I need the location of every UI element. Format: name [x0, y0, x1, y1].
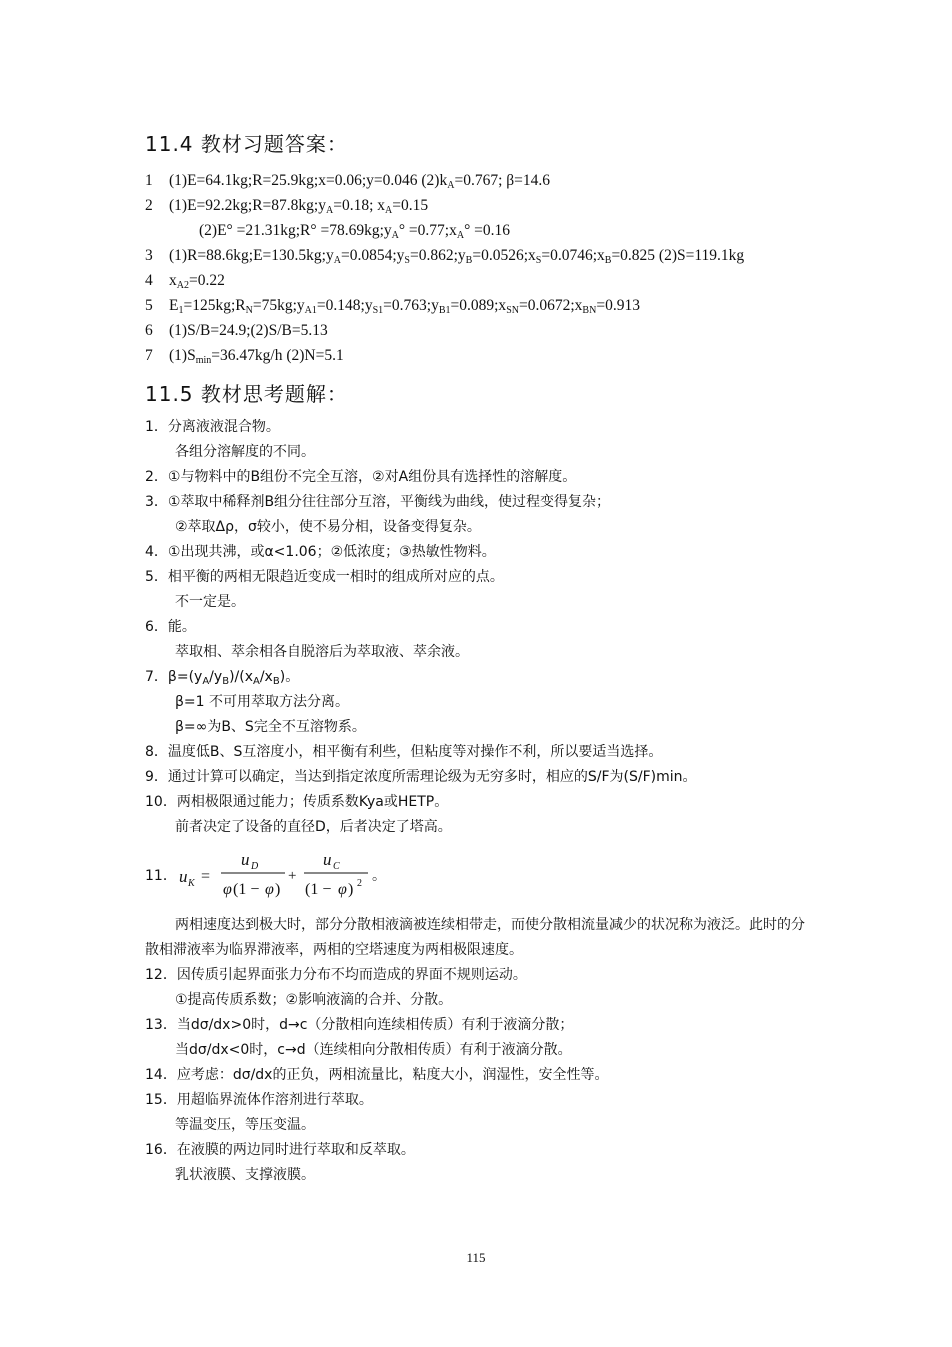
svg-text:φ: φ — [223, 881, 232, 898]
answer-line: 当dσ/dx<0时，c→d（连续相向分散相传质）有利于液滴分散。 — [175, 1042, 572, 1058]
answer-line: 13．当dσ/dx>0时，d→c（分散相向连续相传质）有利于液滴分散； — [145, 1017, 574, 1033]
answer-line: 15．用超临界流体作溶剂进行萃取。 — [145, 1092, 373, 1108]
answer-row — [145, 343, 744, 368]
answer-line: 4．①出现共沸，或α<1.06；②低浓度；③热敏性物料。 — [145, 544, 496, 560]
flooding-paragraph: 两相速度达到极大时，部分分散相液滴被连续相带走，而使分散相流量减少的状况称为液泛。此时的分散相滞液率为临界滞液率，两相的空塔速度为两相极限速度。 — [145, 917, 805, 958]
svg-text:φ: φ — [265, 881, 274, 898]
svg-text:D: D — [251, 861, 259, 872]
section-11-4-title: 11.4 教材习题答案： — [145, 132, 348, 156]
answer-line: ②萃取Δρ，σ较小，使不易分相，设备变得复杂。 — [175, 519, 481, 535]
answer-text: $(1)R=88.6kg;E=130.5kg;y_A=0.0854;y_S=0.862;y_B=0.0526;x_S=0.0746;x_B=0.825$ (2)S=119.1kg — [169, 247, 745, 266]
answer-row — [145, 293, 744, 318]
answer-line: 9．通过计算可以确定，当达到指定浓度所需理论级为无穷多时，相应的S/F为(S/F)min。 — [145, 769, 697, 785]
svg-text:2: 2 — [357, 878, 362, 889]
svg-text:): ) — [275, 881, 281, 898]
answer-line: 不一定是。 — [175, 594, 245, 610]
svg-text:(1 −: (1 − — [233, 881, 260, 898]
svg-text:u: u — [241, 850, 250, 869]
answer-text: (1)E=64.1kg;R=25.9kg;x=0.06;y=0.046 $(2)k_A=0.767$; β=14.6 — [169, 172, 551, 191]
answer-list — [145, 168, 744, 368]
svg-text:C: C — [333, 861, 340, 872]
answer-row — [145, 168, 744, 193]
flooding-velocity-equation — [175, 848, 535, 902]
answer-row — [145, 243, 744, 268]
answer-line: 2．①与物料中的B组份不完全互溶，②对A组份具有选择性的溶解度。 — [145, 469, 577, 485]
answer-row — [145, 318, 744, 343]
answer-row — [145, 218, 744, 243]
formula-end: 。 — [372, 868, 386, 884]
answer-line: 12．因传质引起界面张力分布不均而造成的界面不规则运动。 — [145, 967, 527, 983]
answer-number: 7 — [145, 347, 153, 364]
page-number: 115 — [466, 1250, 486, 1265]
section-11-5-title: 11.5 教材思考题解： — [145, 382, 348, 406]
answer-text: $(1)S_{min}=36.47kg/h$ (2)N=5.1 — [169, 347, 344, 366]
answer-number: 6 — [145, 322, 153, 339]
answer-line: 各组分溶解度的不同。 — [175, 444, 315, 460]
answer-line: β=∞为B、S完全不互溶物系。 — [175, 719, 366, 735]
answer-line: 前者决定了设备的直径D，后者决定了塔高。 — [175, 819, 452, 835]
svg-text:u: u — [179, 867, 188, 886]
answer-line: 7．$\beta=(y_A/y_B)/(x_A/x_B)$。 — [145, 669, 300, 687]
answer-line: ①提高传质系数；②影响液滴的合并、分散。 — [175, 992, 453, 1008]
answer-number: 4 — [145, 272, 153, 289]
answer-number: 5 — [145, 297, 153, 314]
answer-line: 10．两相极限通过能力；传质系数Kya或HETP。 — [145, 794, 449, 810]
svg-text:φ: φ — [338, 881, 347, 898]
answer-line: 5．相平衡的两相无限趋近变成一相时的组成所对应的点。 — [145, 569, 504, 585]
svg-text:K: K — [188, 878, 195, 889]
svg-text:u: u — [323, 850, 332, 869]
answer-number: 1 — [145, 172, 153, 189]
answer-text: $(1)E=92.2kg;R=87.8kg;y_A=0.18$; $x_A=0.15$ — [169, 197, 429, 216]
answer-line: 乳状液膜、支撑液膜。 — [175, 1167, 315, 1183]
answer-line: 3．①萃取中稀释剂B组分往往部分互溶，平衡线为曲线，使过程变得复杂； — [145, 494, 611, 510]
answer-number: 2 — [145, 197, 153, 214]
answer-line: 14．应考虑：dσ/dx的正负，两相流量比，粘度大小，润湿性，安全性等。 — [145, 1067, 609, 1083]
answer-text: (1)S/B=24.9;(2)S/B=5.13 — [169, 322, 328, 339]
answer-row — [145, 268, 744, 293]
svg-text:+: + — [288, 868, 297, 884]
answer-text: $E_1=125kg;R_N=75kg;y_{A1}=0.148;y_{S1}=0.763;y_{B1}=0.089;x_{SN}=0.0672;x_{BN}=0.913$ — [169, 297, 640, 316]
answer-line: 6．能。 — [145, 619, 196, 635]
question-list-2 — [145, 963, 608, 1188]
answer-line: 等温变压，等压变温。 — [175, 1117, 315, 1133]
answer-text: $x_{A2}=0.22$ — [169, 272, 225, 291]
svg-text:=: = — [201, 868, 211, 885]
svg-text:): ) — [348, 881, 354, 898]
answer-row — [145, 193, 744, 218]
answer-line: 8．温度低B、S互溶度小，相平衡有利些，但粘度等对操作不利，所以要适当选择。 — [145, 744, 663, 760]
formula-11 — [145, 848, 545, 898]
question-list-1 — [145, 415, 697, 840]
answer-line: β=1 不可用萃取方法分离。 — [175, 694, 350, 710]
answer-line: 16．在液膜的两边同时进行萃取和反萃取。 — [145, 1142, 415, 1158]
answer-text: (2)E° =21.31kg;R° $=78.69kg;y_A^\circ$ $=0.77;x_A^\circ =0.16$ — [199, 222, 511, 241]
answer-number: 3 — [145, 247, 153, 264]
answer-line: 萃取相、萃余相各自脱溶后为萃取液、萃余液。 — [175, 644, 469, 660]
svg-text:(1 −: (1 − — [305, 881, 332, 898]
formula-label: 11． — [145, 868, 177, 884]
answer-line: 1．分离液液混合物。 — [145, 419, 280, 435]
